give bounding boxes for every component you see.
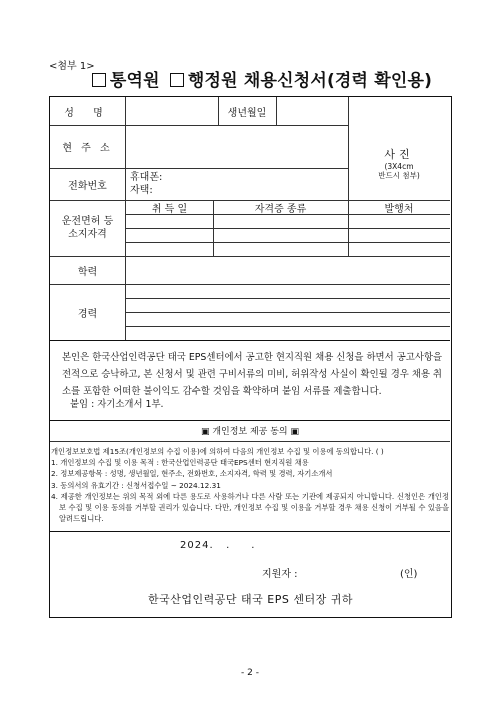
license-col-date: 취 득 일 (151, 203, 188, 215)
mobile-label: 휴대폰: (130, 172, 163, 183)
license-label (50, 200, 125, 256)
address-label: 현 주 소 (62, 143, 113, 154)
consent-body (51, 446, 449, 524)
title-word-interpreter: 통역원 (109, 71, 160, 91)
name-field[interactable] (126, 97, 218, 125)
applicant-label: 지원자 : (262, 569, 298, 580)
page-number: - 2 - (241, 668, 259, 678)
photo-box[interactable] (348, 125, 450, 200)
license-col-issuer: 발행처 (384, 203, 414, 215)
career-label: 경력 (77, 308, 98, 320)
phone-field[interactable] (130, 169, 330, 199)
title-word-admin: 행정원 채용신청서(경력 확인용) (187, 71, 433, 91)
education-field[interactable] (126, 256, 450, 284)
phone-label: 전화번호 (68, 180, 107, 192)
pledge-text: 본인은 한국산업인력공단 태국 EPS센터에서 공고한 현지직원 채용 신청을 하면서 공고사항을 전적으로 승낙하고, 본 신청서 및 관련 구비서류의 미비, 허위작성 사실이 확인될 경우 채용 취소를 포함한 어떠한 불이익도 감수할 것임을 확약하며 붙임 서류를 제출합니다. (62, 352, 442, 397)
birth-field[interactable] (277, 97, 348, 125)
consent-heading: ▣ 개인정보 제공 동의 ▣ (200, 427, 299, 437)
enclosure-note: 붙임 : 자기소개서 1부. (70, 399, 164, 410)
education-label: 학력 (77, 266, 98, 278)
consent-item-1: 1. 개인정보의 수집 및 이용 목적 : 한국산업인력공단 태국EPS센터 현지직원 채용 (51, 458, 309, 468)
attachment-label: <첨부 1> (49, 61, 95, 72)
photo-title: 사진 (384, 147, 414, 161)
consent-intro: 개인정보보호법 제15조(개인정보의 수집 이용)에 의하여 다음의 개인정보 수집 및 이용에 동의합니다. ( ) (51, 447, 384, 456)
consent-item-2: 2. 정보제공항목 : 성명, 생년월일, 현주소, 전화번호, 소지자격, 학력 및 경력, 자기소개서 (51, 469, 333, 479)
photo-size: (3X4cm (384, 161, 414, 171)
form-title (60, 66, 460, 91)
signature-date[interactable]: 2024. . . (180, 540, 256, 551)
address-field[interactable] (126, 125, 348, 168)
addressee: 한국산업인력공단 태국 EPS 센터장 귀하 (148, 593, 353, 606)
interpreter-checkbox[interactable] (92, 73, 106, 87)
seal-label: (인) (400, 569, 418, 580)
license-label-line1: 운전면허 등 (61, 216, 114, 227)
consent-item-4: 4. 제공한 개인정보는 위의 목적 외에 다른 용도로 사용하거나 다른 사람 또는 기관에 제공되지 아니합니다. 신청인은 개인정보 수집 및 이용 동의를 거부할 권리가 있습니다. 다만, 개인정보 수집 및 이용을 거부할 경우 채용 신청이 거부될 수 있음을 알려드립니다. (51, 491, 449, 524)
license-label-line2: 소지자격 (68, 229, 107, 240)
name-label: 성 명 (64, 107, 111, 119)
photo-required: 반드시 첨부) (378, 170, 420, 180)
admin-checkbox[interactable] (170, 73, 184, 87)
consent-item-3: 3. 동의서의 유효기간 : 신청서접수일 ~ 2024.12.31 (51, 480, 221, 490)
home-phone-label: 자택: (130, 185, 153, 196)
license-col-type: 자격증 종류 (254, 203, 307, 215)
birth-label: 생년월일 (227, 107, 267, 119)
